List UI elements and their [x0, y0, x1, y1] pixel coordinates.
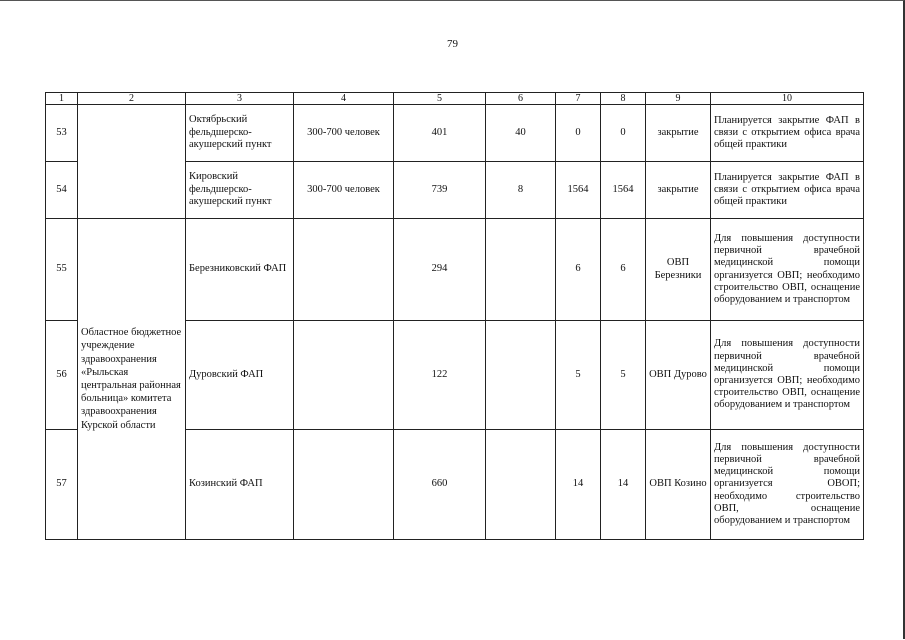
column-header: 3: [186, 93, 294, 105]
value-col5: 739: [394, 162, 486, 219]
value-col7: 0: [556, 105, 601, 162]
facility-name: Березниковский ФАП: [186, 219, 294, 321]
column-header: 10: [711, 93, 864, 105]
action: закрытие: [646, 162, 711, 219]
value-col6: [486, 219, 556, 321]
value-col7: 14: [556, 430, 601, 540]
facility-name: Дуровский ФАП: [186, 321, 294, 430]
column-header: 6: [486, 93, 556, 105]
population: [294, 321, 394, 430]
table-row: [46, 219, 864, 321]
column-header-row: [46, 93, 864, 105]
note: Для повышения доступности первичной врачебной медицинской помощи организуется ОВП; необходимо строительство ОВП, оснащение оборудованием и транспортом: [711, 219, 864, 321]
value-col8: 5: [601, 321, 646, 430]
row-number: 55: [46, 219, 78, 321]
page-number: 79: [447, 38, 458, 50]
value-col8: 1564: [601, 162, 646, 219]
row-number: 54: [46, 162, 78, 219]
population: 300-700 человек: [294, 162, 394, 219]
value-col7: 5: [556, 321, 601, 430]
column-header: 5: [394, 93, 486, 105]
value-col5: 401: [394, 105, 486, 162]
note: Для повышения доступности первичной врачебной медицинской помощи организуется ОВОП; необходимо строительство ОВП, оснащение оборудованием и транспортом: [711, 430, 864, 540]
value-col7: 1564: [556, 162, 601, 219]
value-col7: 6: [556, 219, 601, 321]
population: 300-700 человек: [294, 105, 394, 162]
facility-name: Козинский ФАП: [186, 430, 294, 540]
action: ОВП Козино: [646, 430, 711, 540]
table-row: [46, 105, 864, 162]
column-header: 1: [46, 93, 78, 105]
population: [294, 430, 394, 540]
column-header: 8: [601, 93, 646, 105]
value-col5: 294: [394, 219, 486, 321]
value-col5: 660: [394, 430, 486, 540]
facilities-table: [45, 92, 864, 540]
note: Для повышения доступности первичной врачебной медицинской помощи организуется ОВП; необходимо строительство ОВП, оснащение оборудованием и транспортом: [711, 321, 864, 430]
value-col6: [486, 321, 556, 430]
action: ОВП Березники: [646, 219, 711, 321]
facility-name: Октябрьский фельдшерско-акушерский пункт: [186, 105, 294, 162]
facility-name: Кировский фельдшерско-акушерский пункт: [186, 162, 294, 219]
row-number: 56: [46, 321, 78, 430]
column-header: 2: [78, 93, 186, 105]
value-col6: 8: [486, 162, 556, 219]
value-col5: 122: [394, 321, 486, 430]
row-number: 57: [46, 430, 78, 540]
value-col8: 0: [601, 105, 646, 162]
action: ОВП Дурово: [646, 321, 711, 430]
value-col6: [486, 430, 556, 540]
value-col8: 14: [601, 430, 646, 540]
column-header: 7: [556, 93, 601, 105]
empty-org-cell: [78, 105, 186, 219]
row-number: 53: [46, 105, 78, 162]
population: [294, 219, 394, 321]
note: Планируется закрытие ФАП в связи с открытием офиса врача общей практики: [711, 105, 864, 162]
note: Планируется закрытие ФАП в связи с открытием офиса врача общей практики: [711, 162, 864, 219]
action: закрытие: [646, 105, 711, 162]
value-col8: 6: [601, 219, 646, 321]
column-header: 4: [294, 93, 394, 105]
organization-name: Областное бюджетное учреждение здравоохранения «Рыльская центральная районная больница» комитета здравоохранения Курской области: [78, 219, 186, 540]
value-col6: 40: [486, 105, 556, 162]
column-header: 9: [646, 93, 711, 105]
